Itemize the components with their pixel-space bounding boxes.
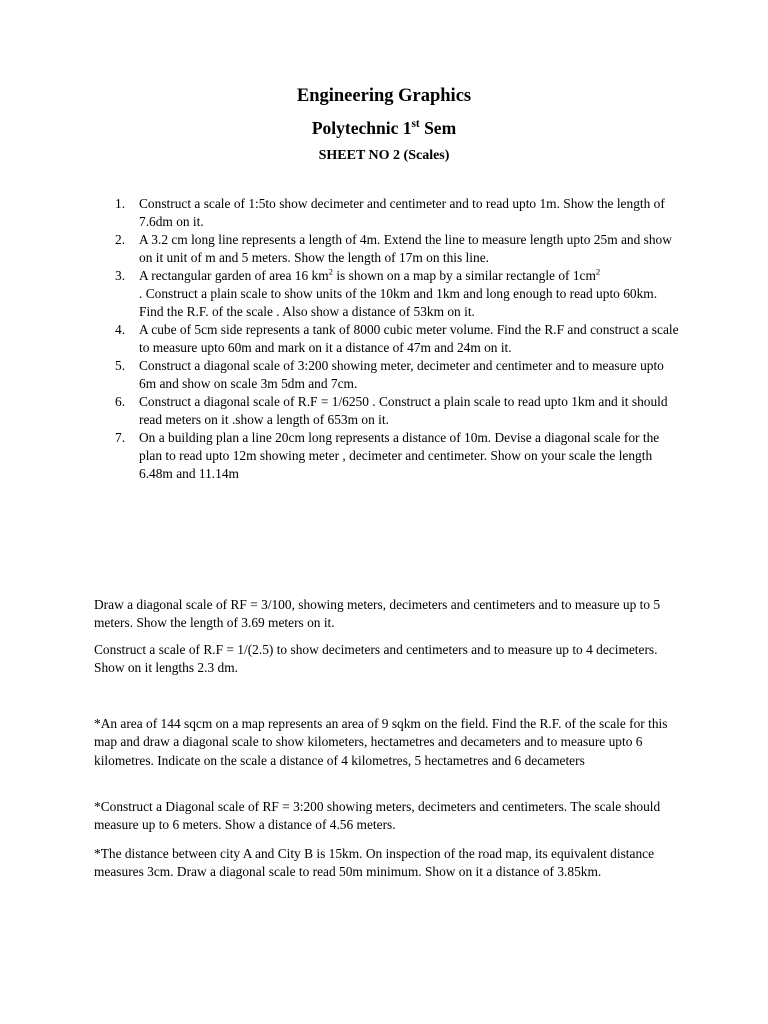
superscript: 2 [595, 266, 601, 277]
question-item [115, 231, 679, 267]
question-text-part: . Construct a plain scale to show units of the 10km and 1km and long enough to read upto 60km. Find the R.F. of the scale . Also show a distance of 53km on it. [139, 286, 658, 319]
question-item [115, 195, 679, 231]
question-number: 3. [115, 268, 126, 283]
question-text: A 3.2 cm long line represents a length of 4m. Extend the line to measure length upto 25m and show on it unit of m and 5 meters. Show the length of 17m on this line. [139, 232, 672, 265]
sheet-heading: SHEET NO 2 (Scales) [318, 148, 450, 163]
question-text: Construct a diagonal scale of R.F = 1/6250 . Construct a plain scale to read upto 1km and it should read meters on it .show a length of 653m on it. [139, 394, 668, 427]
question-number: 7. [115, 430, 126, 445]
question-number: 4. [115, 322, 126, 337]
question-item [115, 266, 679, 321]
extra-question: *The distance between city A and City B is 15km. On inspection of the road map, its equivalent distance measures 3cm. Draw a diagonal scale to read 50m minimum. Show on it a distance of 3.85km. [94, 846, 655, 880]
question-text: Construct a scale of 1:5to show decimeter and centimeter and to read upto 1m. Show the length of 7.6dm on it. [139, 196, 665, 229]
extra-question: *Construct a Diagonal scale of RF = 3:200 showing meters, decimeters and centimeters. The scale should measure up to 6 meters. Show a distance of 4.56 meters. [94, 799, 661, 833]
question-text: On a building plan a line 20cm long represents a distance of 10m. Devise a diagonal scale for the plan to read upto 12m showing meter , decimeter and centimeter. Show on your scale the length 6.48m and 11.14m [139, 430, 660, 481]
question-item [115, 429, 679, 483]
question-text-part: A rectangular garden of area 16 km [139, 268, 329, 283]
extra-question: Construct a scale of R.F = 1/(2.5) to show decimeters and centimeters and to measure up to 4 decimeters. Show on it lengths 2.3 dm. [94, 642, 658, 676]
question-list [115, 195, 679, 483]
question-item [115, 321, 679, 357]
extra-question: Draw a diagonal scale of RF = 3/100, showing meters, decimeters and centimeters and to measure up to 5 meters. Show the length of 3.69 meters on it. [94, 597, 661, 631]
subtitle-main: Polytechnic 1 [311, 118, 412, 138]
question-number: 2. [115, 232, 126, 247]
document-subtitle [0, 118, 768, 139]
document-title: Engineering Graphics [296, 86, 472, 106]
question-number: 1. [115, 196, 126, 211]
superscript: 2 [328, 266, 333, 277]
question-number: 5. [115, 358, 126, 373]
extra-question: *An area of 144 sqcm on a map represents an area of 9 sqkm on the field. Find the R.F. of the scale for this map and draw a diagonal scale to show kilometers, hectametres and decameters and to measure upto 6 kilometres. Indicate on the scale a distance of 4 kilometres, 5 hectametres and 6 decameters [94, 716, 668, 768]
question-item [115, 393, 679, 429]
question-number: 6. [115, 394, 126, 409]
question-text [139, 268, 657, 319]
question-text: Construct a diagonal scale of 3:200 showing meter, decimeter and centimeter and to measure upto 6m and show on scale 3m 5dm and 7cm. [139, 358, 664, 391]
subtitle-superscript: st [411, 118, 420, 131]
subtitle-tail: Sem [419, 118, 457, 138]
question-text-part: is shown on a map by a similar rectangle of 1cm [332, 268, 596, 283]
question-text: A cube of 5cm side represents a tank of 8000 cubic meter volume. Find the R.F and construct a scale to measure upto 60m and mark on it a distance of 47m and 24m on it. [139, 322, 679, 355]
question-item [115, 357, 679, 393]
